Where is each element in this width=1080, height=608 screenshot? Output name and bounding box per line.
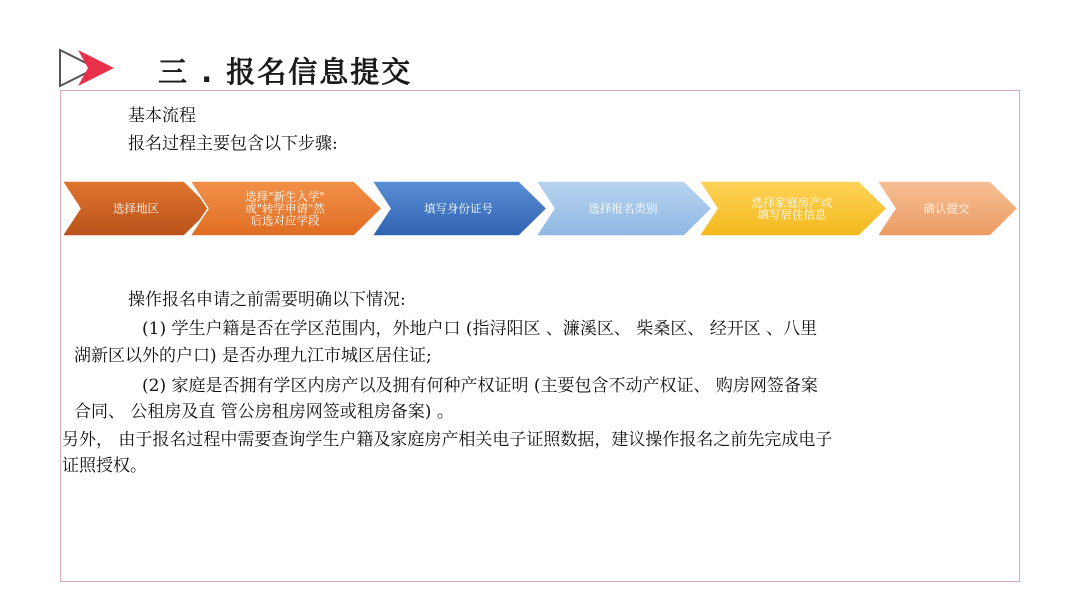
flow-step-3-label: 填写身份证号 [424, 201, 493, 216]
flow-step-2-label: 选择"新生入学" [245, 189, 325, 204]
requirement-1-line-1: (1) 学生户籍是否在学区范围内，外地户口 (指浔阳区 、濂溪区、 柴桑区、 经开区 、八里 [142, 319, 818, 339]
flow-step-6-label: 确认提交 [923, 201, 970, 216]
requirement-1-line-2: 湖新区以外的户口) 是否办理九江市城区居住证; [74, 346, 432, 366]
requirements-lead: 操作报名申请之前需要明确以下情况: [128, 290, 406, 310]
flow-step-5-label: 选择家庭房产或 [751, 195, 833, 210]
flow-step-2-label: 或"转学申请"然 [245, 201, 325, 216]
note-line-1: 另外， 由于报名过程中需要查询学生户籍及家庭房产相关电子证照数据，建议操作报名之前先完成电子 [62, 430, 833, 450]
flow-step-4-label: 选择报名类别 [588, 201, 658, 216]
intro-heading: 基本流程 [128, 106, 196, 126]
page-title: 三 . 报名信息提交 [158, 55, 413, 89]
requirement-2-line-1: (2) 家庭是否拥有学区内房产以及拥有何种产权证明 (主要包含不动产权证、 购房网签备案 [142, 376, 818, 396]
flow-step-1-label: 选择地区 [113, 201, 159, 216]
requirement-2-line-2: 合同、 公租房及直 管公房租房网签或租房备案) 。 [74, 402, 454, 422]
intro-subheading: 报名过程主要包含以下步骤: [128, 134, 338, 154]
flow-step-5-label: 填写居住信息 [757, 207, 827, 222]
flow-step-2-label: 后选对应学段 [250, 213, 320, 228]
note-line-2: 证照授权。 [62, 456, 147, 476]
